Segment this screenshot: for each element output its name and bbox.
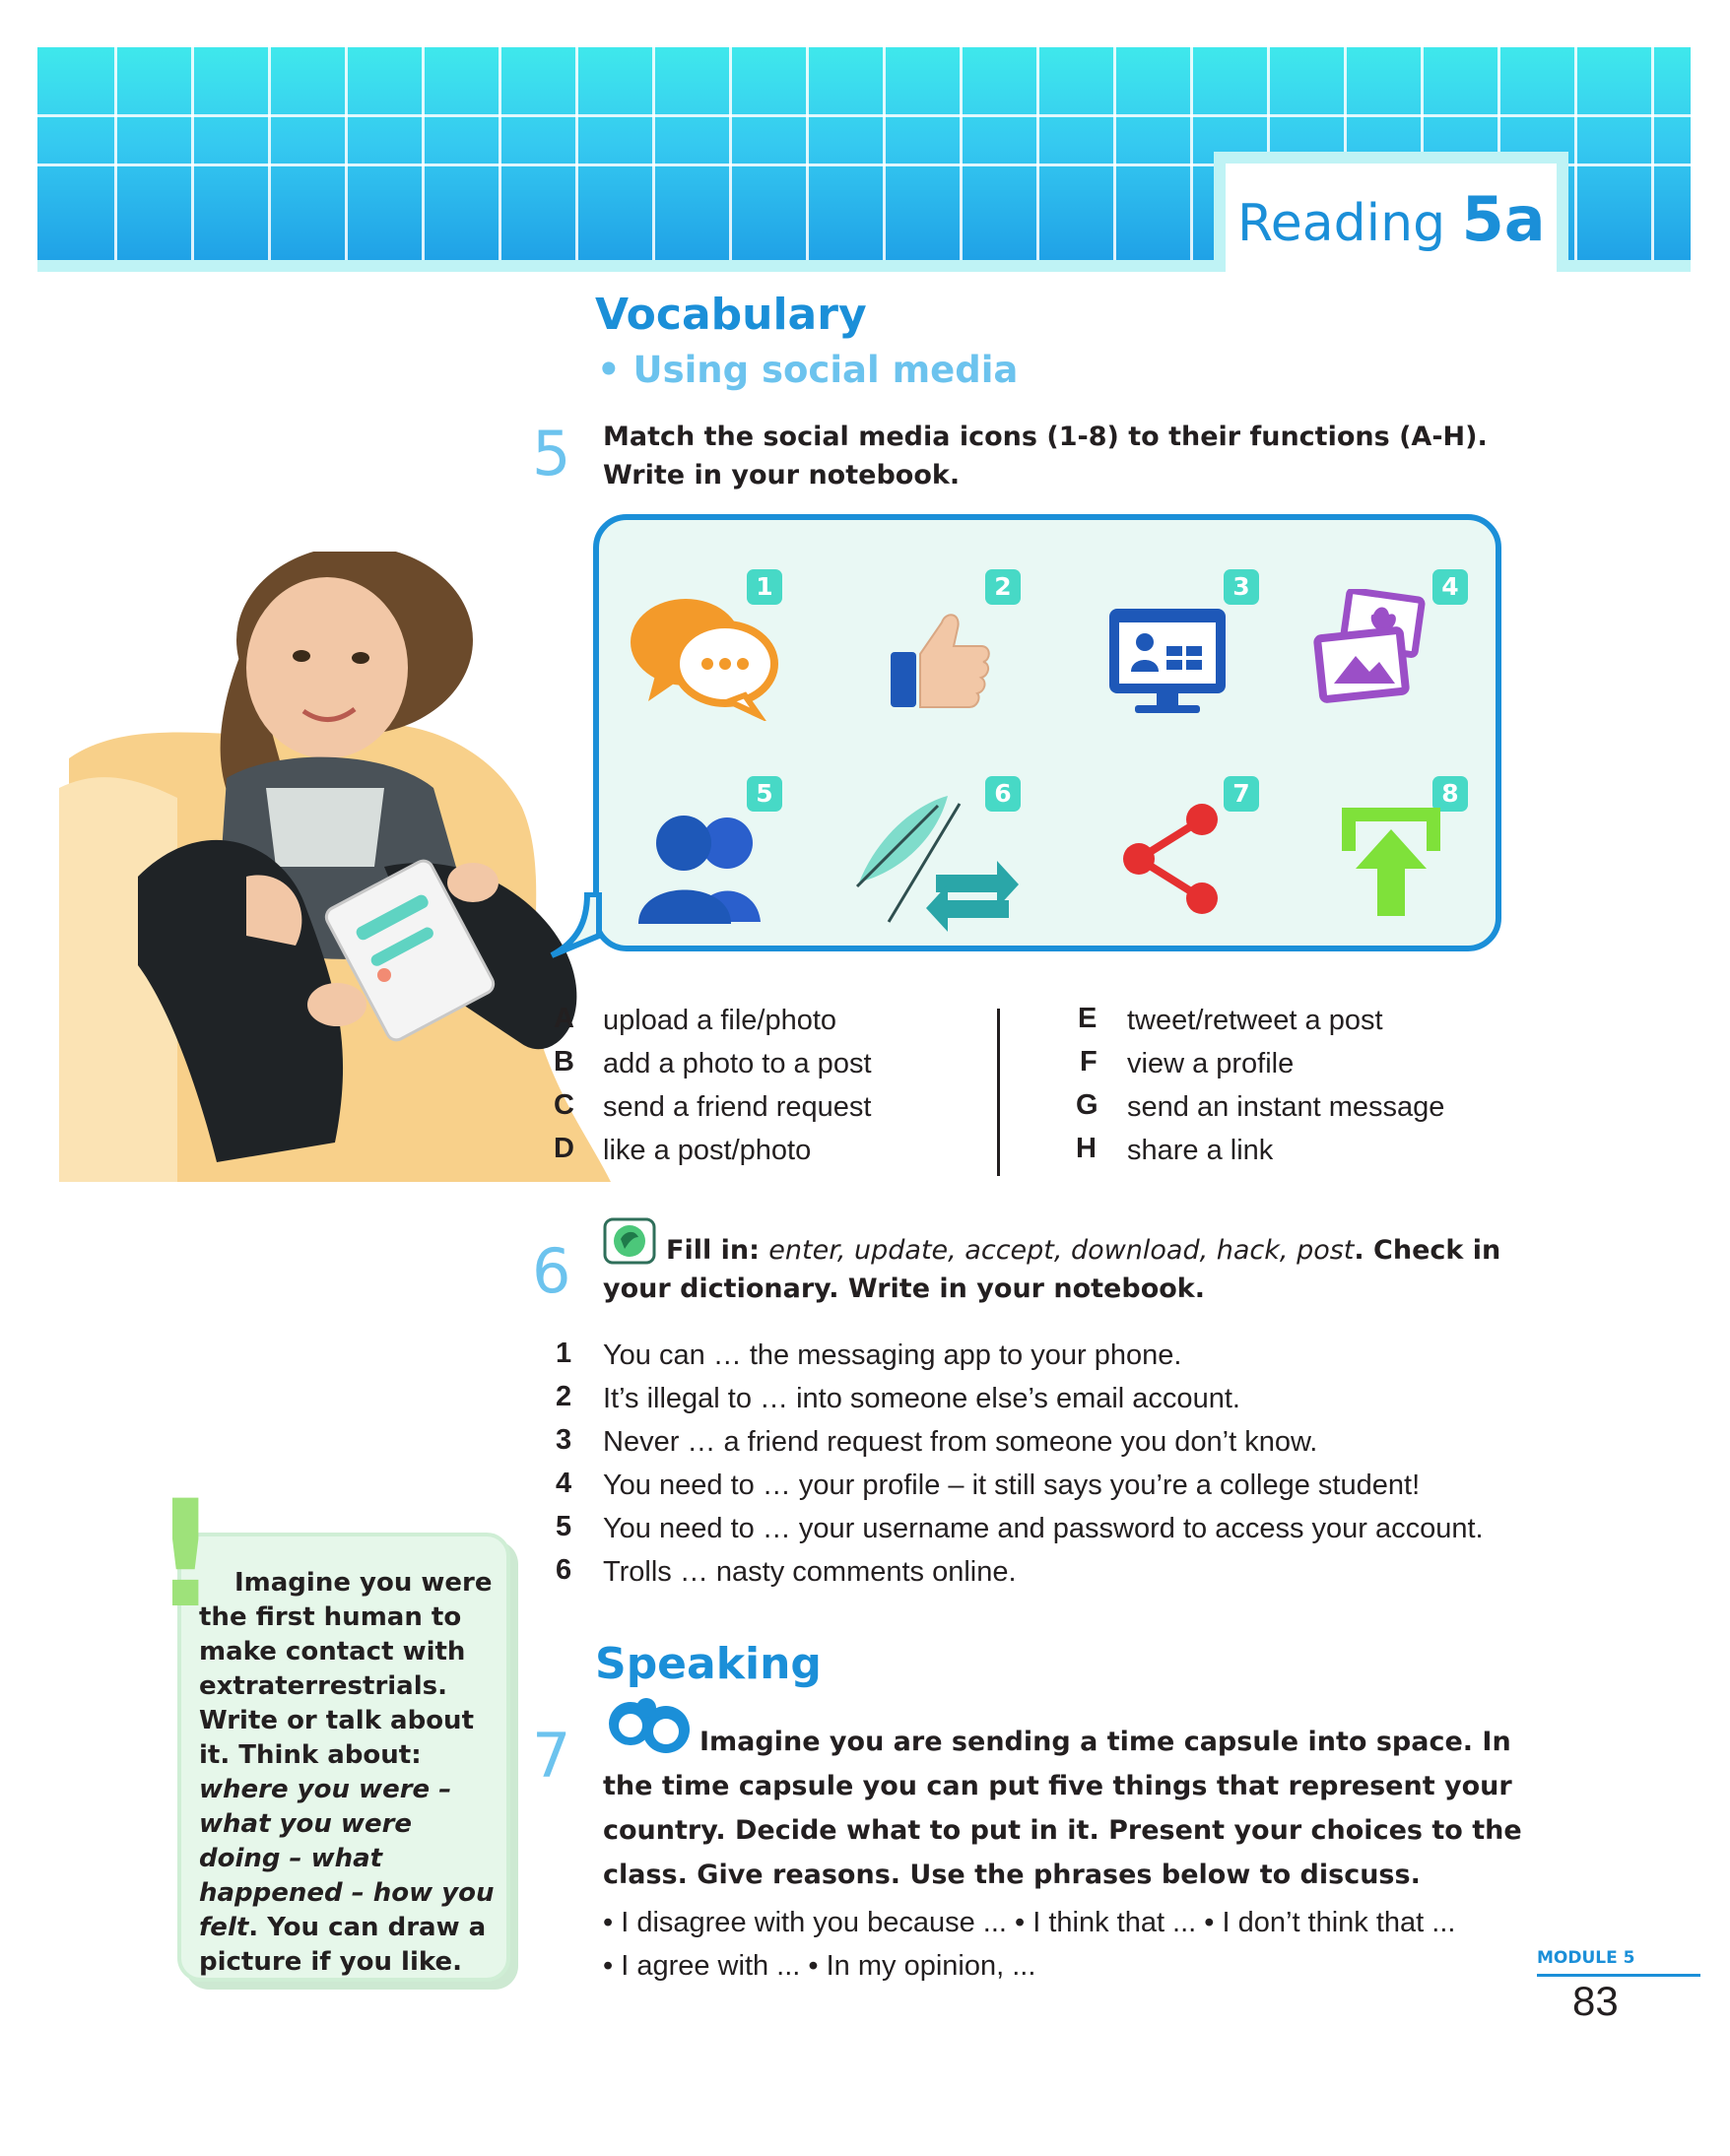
friends-icon — [632, 800, 780, 928]
function-text: send an instant message — [1127, 1091, 1445, 1123]
function-text: send a friend request — [603, 1091, 872, 1123]
exercise-7-instruction: Imagine you are sending a time capsule into space. In the time capsule you can put five things that represent your country. Decide what to put in it. Present your choices to the class. Give reasons. Use the phrases below to discuss. — [603, 1727, 1522, 1890]
item-number: 4 — [556, 1468, 572, 1499]
callout-end: . You can draw a picture if you like. — [199, 1913, 487, 1977]
item-text: Trolls … nasty comments online. — [603, 1556, 1017, 1588]
function-text: like a post/photo — [603, 1135, 812, 1166]
function-text: view a profile — [1127, 1048, 1295, 1079]
function-text: upload a file/photo — [603, 1005, 837, 1036]
instruction-suffix: . Check in your dictionary. Write in your notebook. — [603, 1235, 1501, 1304]
speaking-heading: Speaking — [595, 1639, 822, 1689]
column-divider — [997, 1009, 1000, 1176]
function-letter: H — [1076, 1133, 1097, 1164]
thumbs-up-icon — [885, 603, 993, 711]
function-text: share a link — [1127, 1135, 1274, 1166]
function-letter: D — [554, 1133, 574, 1164]
share-icon — [1117, 800, 1226, 918]
icon-box — [593, 514, 1501, 951]
item-number: 6 — [556, 1554, 572, 1586]
page-title — [1237, 183, 1549, 262]
function-letter: G — [1076, 1089, 1098, 1121]
icon-number-badge: 3 — [1224, 569, 1259, 605]
item-number: 2 — [556, 1381, 572, 1412]
section-label: Reading — [1237, 194, 1446, 253]
exercise-5-number: 5 — [532, 418, 571, 490]
function-text: add a photo to a post — [603, 1048, 872, 1079]
function-letter: F — [1080, 1046, 1098, 1078]
vocabulary-subtitle: • Using social media — [597, 349, 1019, 391]
phrases-line-2: • I agree with ... • In my opinion, ... — [603, 1950, 1036, 1982]
icon-number-badge: 2 — [985, 569, 1021, 605]
icon-number-badge: 8 — [1432, 776, 1468, 812]
instruction-prefix: Fill in: — [666, 1235, 769, 1266]
vocabulary-heading: Vocabulary — [595, 290, 867, 340]
function-letter: A — [554, 1003, 574, 1034]
unit-label: 5a — [1461, 183, 1546, 255]
item-text: It’s illegal to … into someone else’s email account. — [603, 1383, 1240, 1414]
exercise-6-instruction — [603, 1231, 1549, 1308]
exercise-6-number: 6 — [532, 1235, 571, 1307]
profile-monitor-icon — [1103, 603, 1231, 721]
photos-icon — [1312, 589, 1431, 707]
function-letter: E — [1078, 1003, 1098, 1034]
function-letter: C — [554, 1089, 574, 1121]
item-text: You need to … your profile – it still says you’re a college student! — [603, 1470, 1421, 1501]
item-text: You can … the messaging app to your phone. — [603, 1339, 1182, 1371]
item-number: 3 — [556, 1424, 572, 1456]
icon-number-badge: 4 — [1432, 569, 1468, 605]
item-text: Never … a friend request from someone you don’t know. — [603, 1426, 1318, 1458]
icon-number-badge: 7 — [1224, 776, 1259, 812]
item-text: You need to … your username and password to access your account. — [603, 1513, 1484, 1544]
girl-with-tablet-photo — [59, 552, 611, 1182]
module-label: MODULE 5 — [1537, 1948, 1635, 1968]
item-number: 1 — [556, 1338, 572, 1369]
icon-box-tail — [548, 892, 617, 961]
callout-italic: where you were – what you were doing – what happened – how you felt — [199, 1775, 495, 1942]
page-number: 83 — [1572, 1978, 1619, 2024]
callout-intro: Imagine you were the first human to make contact with extraterrestrials. Write or talk about it. Think about: — [199, 1568, 493, 1770]
exclamation-icon: ! — [152, 1470, 220, 1641]
feather-retweet-icon — [849, 784, 1027, 932]
speech-bubbles-icon — [627, 593, 784, 721]
icon-number-badge: 1 — [747, 569, 782, 605]
function-text: tweet/retweet a post — [1127, 1005, 1383, 1036]
exercise-5-instruction: Match the social media icons (1-8) to their functions (A-H). Write in your notebook. — [603, 422, 1488, 490]
exercise-7-number: 7 — [532, 1720, 571, 1792]
instruction-words: enter, update, accept, download, hack, post — [768, 1235, 1355, 1266]
upload-icon — [1332, 802, 1450, 920]
item-number: 5 — [556, 1511, 572, 1542]
module-underline — [1537, 1974, 1700, 1977]
icon-number-badge: 5 — [747, 776, 782, 812]
icon-number-badge: 6 — [985, 776, 1021, 812]
phrases-line-1: • I disagree with you because ... • I think that ... • I don’t think that ... — [603, 1907, 1456, 1938]
callout-text — [199, 1566, 495, 1980]
function-letter: B — [554, 1046, 574, 1078]
